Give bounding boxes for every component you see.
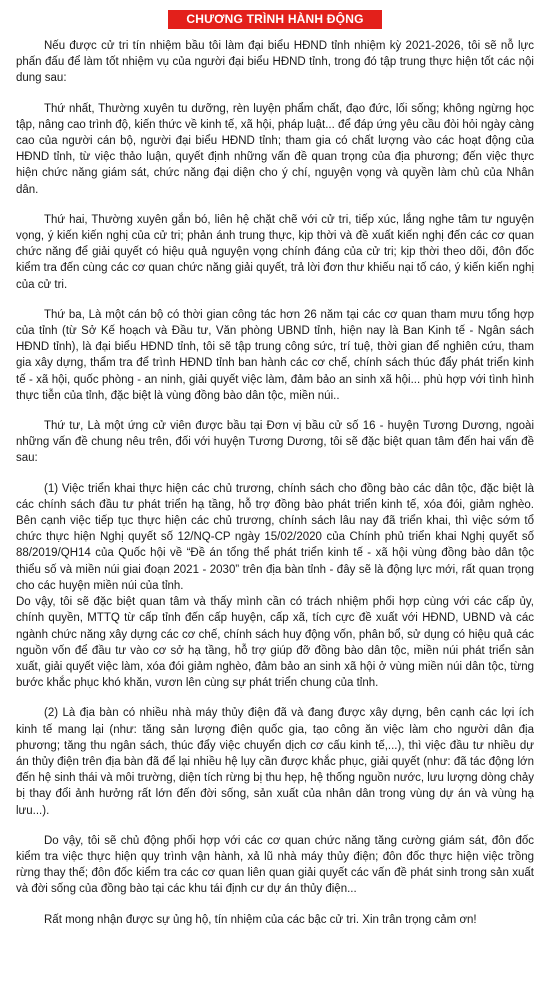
point-one-paragraph: Thứ nhất, Thường xuyên tu dưỡng, rèn luyện phẩm chất, đạo đức, lối sống; không ngừng học tập, nâng cao trình độ, kiến thức về kinh tế, xã hội, pháp luật... để đáp ứng yêu cầu đòi hỏi ngày càng cao của người cán bộ, người đại biểu HĐND tỉnh; tham gia có chất lượng vào các hoạt động của HĐND tỉnh, từ việc thảo luận, quyết định những vấn đề quan trọng của địa phương; đến việc thực hiện chức năng giám sát, chức năng đại diện cho ý chí, nguyện vọng và quyền làm chủ của Nhân dân. — [16, 102, 534, 196]
issue-two-paragraph: (2) Là địa bàn có nhiều nhà máy thủy điện đã và đang được xây dựng, bên cạnh các lợi ích kinh tế mang lại (như: tăng sản lượng điện quốc gia, tạo công ăn việc làm cho người dân địa phương; tăng thu ngân sách, thúc đẩy việc chuyển dịch cơ cấu kinh tế,...), thì việc đầu tư nhiều dự án thủy điện trên địa bàn đã để lại nhiều hệ lụy cần được khắc phục, giải quyết (như: đã tác động lớn đến hệ sinh thái và môi trường, diện tích rừng bị thu hẹp, hệ thống nguồn nước, lưu lượng dòng chảy bị thay đổi ảnh hưởng rất lớn đến đời sống, sản xuất của nhân dân trong vùng dự án và vùng hạ lưu...). — [16, 707, 534, 817]
issue-two-followup-paragraph: Do vậy, tôi sẽ chủ động phối hợp với các cơ quan chức năng tăng cường giám sát, đôn đốc kiểm tra việc thực hiện quy trình vận hành, xả lũ nhà máy thủy điện; đôn đốc thực hiện việc trồng rừng thay thế; đôn đốc kiểm tra các cơ quan liên quan giải quyết các vấn đề phát sinh trong sản xuất và đời sống của đồng bào tại các khu tái định cư dự án thủy điện... — [16, 834, 534, 896]
title-wrap — [16, 10, 534, 29]
issue-one-followup-paragraph: Do vậy, tôi sẽ đặc biệt quan tâm và thấy mình cần có trách nhiệm phối hợp cùng với các cấp ủy, chính quyền, MTTQ từ cấp tỉnh đến cấp huyện, cấp xã, tích cực đề xuất với HĐND, UBND và các ngành chức năng xây dựng các cơ chế, chính sách huy động vốn, phân bổ, sử dụng có hiệu quả các nguồn vốn để đầu tư vào cơ sở hạ tầng, hỗ trợ giúp đỡ đồng bào dân tộc, miền núi phát triển sản xuất, giải quyết việc làm, xóa đói giảm nghèo, đảm bảo an sinh xã hội ở vùng miền núi dân tộc, từng bước khắc phục khó khăn, vươn lên cùng sự phát triển chung của tỉnh. — [16, 596, 534, 690]
point-four-paragraph: Thứ tư, Là một ứng cử viên được bầu tại Đơn vị bầu cử số 16 - huyện Tương Dương, ngoài những vấn đề chung nêu trên, đối với huyện Tương Dương, tôi sẽ đặc biệt quan tâm đến hai vấn đề sau: — [16, 420, 534, 465]
closing-paragraph: Rất mong nhận được sự ủng hộ, tín nhiệm của các bậc cử tri. Xin trân trọng cảm ơn! — [44, 913, 477, 926]
intro-paragraph: Nếu được cử tri tín nhiệm bầu tôi làm đại biểu HĐND tỉnh nhiệm kỳ 2021-2026, tôi sẽ nỗ lực phấn đấu để làm tốt nhiệm vụ của người đại biểu HĐND tỉnh, trong đó tập trung thực hiện tốt các nội dung sau: — [16, 40, 534, 85]
point-three-paragraph: Thứ ba, Là một cán bộ có thời gian công tác hơn 26 năm tại các cơ quan tham mưu tổng hợp của tỉnh (từ Sở Kế hoạch và Đầu tư, Văn phòng UBND tỉnh, hiện nay là Ban Kinh tế - Ngân sách HĐND tỉnh), là đại biểu HĐND tỉnh, tôi sẽ tập trung công sức, trí tuệ, thời gian để nghiên cứu, tham gia xây dựng, thẩm tra để trình HĐND tỉnh ban hành các cơ chế, chính sách thúc đẩy phát triển kinh tế - xã hội, quốc phòng - an ninh, giải quyết việc làm, đảm bảo an sinh xã hội... phù hợp với tình hình thực tiễn của tỉnh, đặc biệt là vùng đồng bào dân tộc, miền núi.. — [16, 308, 534, 402]
document-title: CHƯƠNG TRÌNH HÀNH ĐỘNG — [168, 10, 381, 29]
issue-one-paragraph: (1) Việc triển khai thực hiện các chủ trương, chính sách cho đồng bào các dân tộc, đặc biệt là các chính sách đầu tư phát triển hạ tầng, hỗ trợ đồng bào phát triển kinh tế, xóa đói, giảm nghèo. Bên cạnh việc tiếp tục thực hiện các chủ trương, chính sách lâu nay đã triển khai, thì việc sớm tổ chức thực hiện Nghị quyết số 12/NQ-CP ngày 15/02/2020 của Chính phủ triển khai Nghị quyết số 88/2019/QH14 của Quốc hội về “Đề án tổng thể phát triển kinh tế - xã hội vùng đồng bào dân tộc thiểu số và miền núi giai đoạn 2021 - 2030” trên địa bàn tỉnh - đây sẽ là động lực mới, rất quan trọng cho các huyện miền núi của tỉnh. — [16, 482, 534, 592]
point-two-paragraph: Thứ hai, Thường xuyên gắn bó, liên hệ chặt chẽ với cử tri, tiếp xúc, lắng nghe tâm tư nguyện vọng, ý kiến kiến nghị của cử tri; phản ánh trung thực, kịp thời và đề xuất kiến nghị đến các cơ quan chức năng để giải quyết có hiệu quả nguyện vọng chính đáng của cử tri; kịp thời theo dõi, đôn đốc kiểm tra đến cùng các cơ quan chức năng giải quyết, trả lời đơn thư khiếu nại tố cáo, ý kiến kiến nghị của cử tri. — [16, 213, 534, 291]
